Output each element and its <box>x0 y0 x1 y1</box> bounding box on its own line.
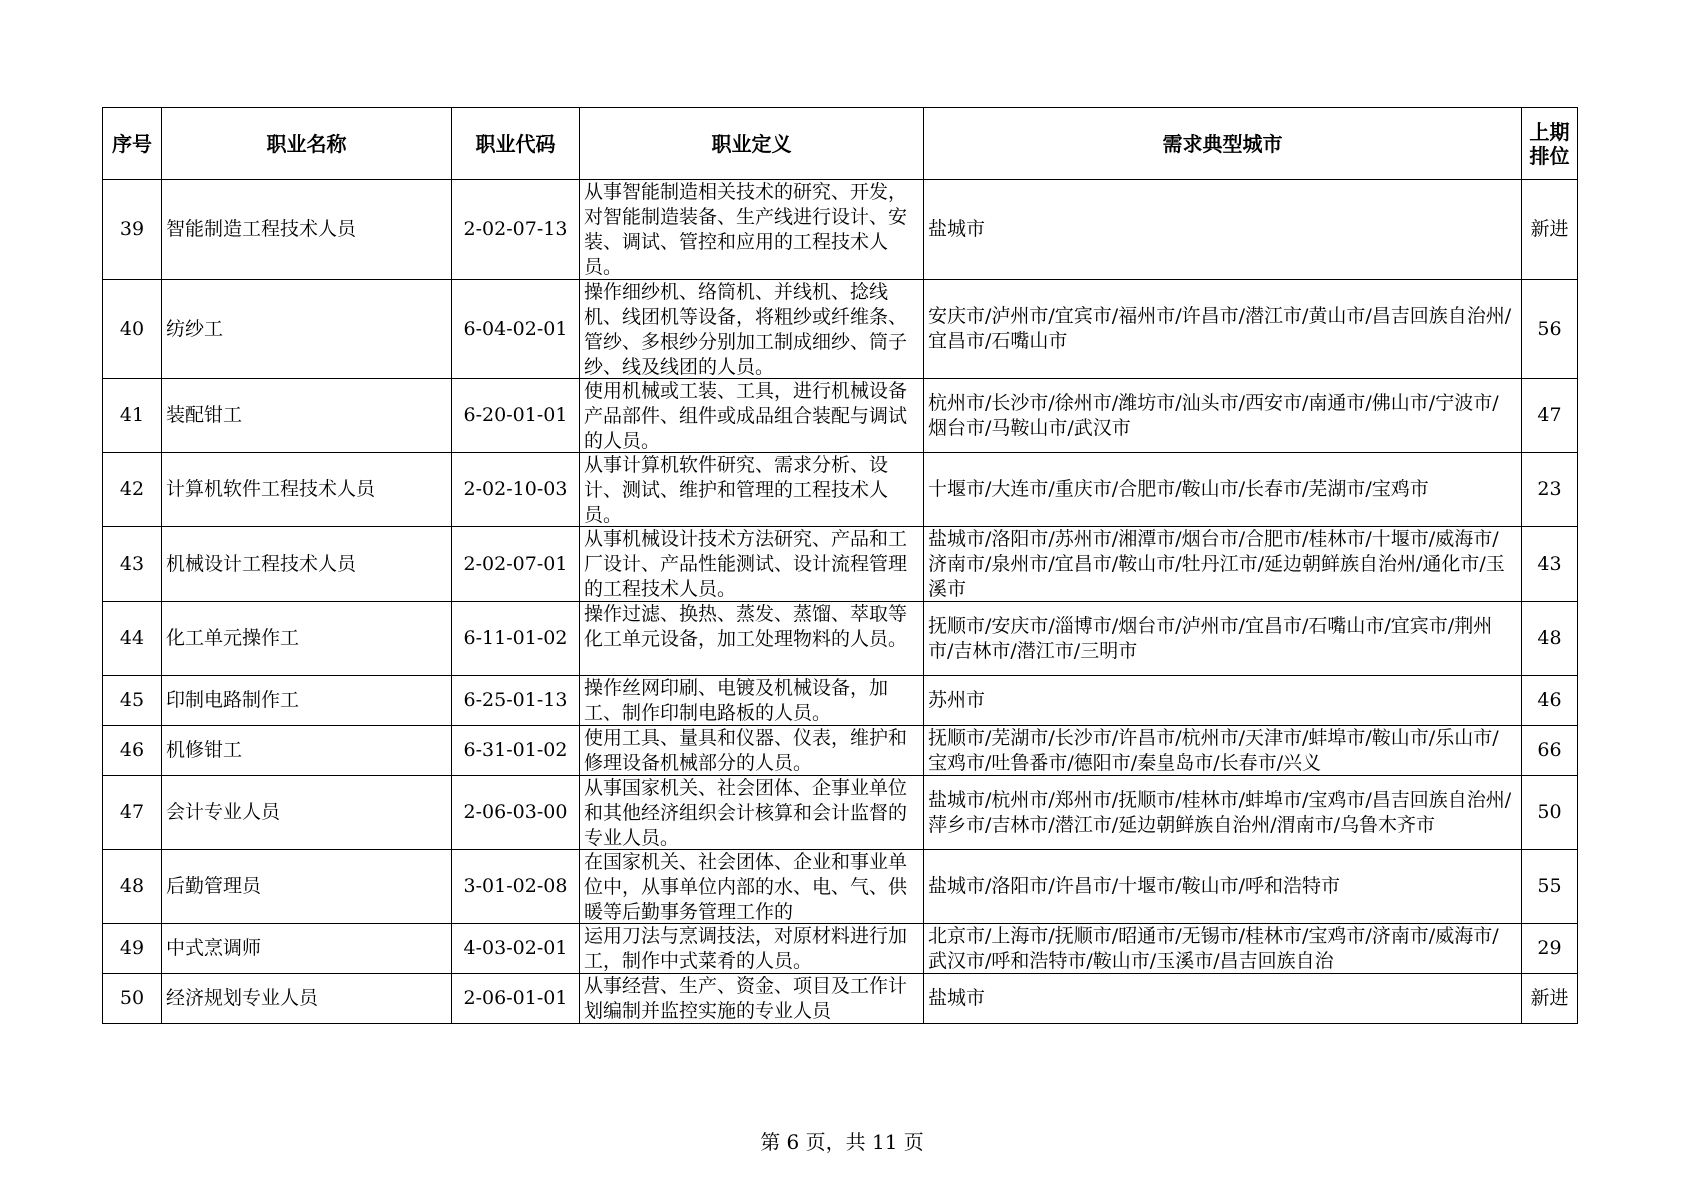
header-cities: 需求典型城市 <box>924 108 1522 180</box>
cell-name: 会计专业人员 <box>162 776 452 850</box>
cell-name: 经济规划专业人员 <box>162 974 452 1024</box>
cell-cities: 苏州市 <box>928 689 986 711</box>
cell-cities-cell <box>924 850 1522 924</box>
header-code: 职业代码 <box>452 108 580 180</box>
cell-definition-cell <box>580 180 924 280</box>
cell-cities: 抚顺市/安庆市/淄博市/烟台市/泸州市/宜昌市/石嘴山市/宜宾市/荆州市/吉林市/潜江市/三明市 <box>928 614 1493 662</box>
cell-prev-rank: 23 <box>1522 453 1578 527</box>
table-row <box>103 527 1578 602</box>
cell-code: 6-04-02-01 <box>452 280 580 379</box>
cell-definition-cell <box>580 974 924 1024</box>
cell-name: 化工单元操作工 <box>162 602 452 676</box>
cell-definition: 使用工具、量具和仪器、仪表，维护和修理设备机械部分的人员。 <box>584 727 908 774</box>
table-row <box>103 726 1578 776</box>
cell-name: 中式烹调师 <box>162 924 452 974</box>
cell-cities: 盐城市/洛阳市/苏州市/湘潭市/烟台市/合肥市/桂林市/十堰市/威海市/济南市/泉州市/宜昌市/鞍山市/牡丹江市/延边朝鲜族自治州/通化市/玉溪市 <box>928 527 1505 600</box>
cell-name: 机修钳工 <box>162 726 452 776</box>
table-row <box>103 602 1578 676</box>
cell-cities-cell <box>924 527 1522 602</box>
cell-cities-cell <box>924 379 1522 453</box>
cell-prev-rank: 50 <box>1522 776 1578 850</box>
cell-cities: 盐城市/洛阳市/许昌市/十堰市/鞍山市/呼和浩特市 <box>928 875 1341 897</box>
cell-name: 机械设计工程技术人员 <box>162 527 452 602</box>
cell-no: 45 <box>103 676 162 726</box>
cell-name: 装配钳工 <box>162 379 452 453</box>
cell-cities-cell <box>924 602 1522 676</box>
table-row <box>103 974 1578 1024</box>
table-row <box>103 924 1578 974</box>
cell-cities-cell <box>924 974 1522 1024</box>
cell-cities: 盐城市/杭州市/郑州市/抚顺市/桂林市/蚌埠市/宝鸡市/昌吉回族自治州/萍乡市/吉林市/潜江市/延边朝鲜族自治州/渭南市/乌鲁木齐市 <box>928 788 1512 836</box>
cell-cities: 盐城市 <box>928 987 986 1009</box>
cell-prev-rank: 29 <box>1522 924 1578 974</box>
cell-no: 41 <box>103 379 162 453</box>
table-header-row <box>103 108 1578 180</box>
cell-code: 6-20-01-01 <box>452 379 580 453</box>
cell-code: 2-06-01-01 <box>452 974 580 1024</box>
cell-cities: 北京市/上海市/抚顺市/昭通市/无锡市/桂林市/宝鸡市/济南市/威海市/武汉市/呼和浩特市/鞍山市/玉溪市/昌吉回族自治 <box>928 924 1499 972</box>
cell-no: 40 <box>103 280 162 379</box>
cell-cities-cell <box>924 280 1522 379</box>
table-row <box>103 280 1578 379</box>
cell-cities-cell <box>924 180 1522 280</box>
cell-no: 39 <box>103 180 162 280</box>
cell-name: 计算机软件工程技术人员 <box>162 453 452 527</box>
cell-no: 48 <box>103 850 162 924</box>
cell-definition: 从事经营、生产、资金、项目及工作计划编制并监控实施的专业人员 <box>584 975 908 1022</box>
cell-no: 44 <box>103 602 162 676</box>
cell-definition: 运用刀法与烹调技法，对原材料进行加工，制作中式菜肴的人员。 <box>584 925 908 972</box>
cell-definition-cell <box>580 453 924 527</box>
cell-cities-cell <box>924 726 1522 776</box>
cell-prev-rank: 新进 <box>1522 180 1578 280</box>
cell-cities: 抚顺市/芜湖市/长沙市/许昌市/杭州市/天津市/蚌埠市/鞍山市/乐山市/宝鸡市/吐鲁番市/德阳市/秦皇岛市/长春市/兴义 <box>928 726 1499 774</box>
cell-name: 智能制造工程技术人员 <box>162 180 452 280</box>
cell-definition-cell <box>580 726 924 776</box>
cell-no: 49 <box>103 924 162 974</box>
cell-definition-cell <box>580 924 924 974</box>
cell-code: 6-25-01-13 <box>452 676 580 726</box>
cell-code: 3-01-02-08 <box>452 850 580 924</box>
cell-cities: 安庆市/泸州市/宜宾市/福州市/许昌市/潜江市/黄山市/昌吉回族自治州/宜昌市/石嘴山市 <box>928 305 1512 352</box>
cell-prev-rank: 56 <box>1522 280 1578 379</box>
cell-definition-cell <box>580 602 924 676</box>
page-number: 第 6 页，共 11 页 <box>760 1130 924 1154</box>
cell-cities: 杭州市/长沙市/徐州市/潍坊市/汕头市/西安市/南通市/佛山市/宁波市/烟台市/马鞍山市/武汉市 <box>928 391 1499 439</box>
cell-code: 2-02-07-01 <box>452 527 580 602</box>
cell-definition-cell <box>580 776 924 850</box>
table-row <box>103 453 1578 527</box>
cell-name: 纺纱工 <box>162 280 452 379</box>
cell-definition: 从事智能制造相关技术的研究、开发，对智能制造装备、生产线进行设计、安装、调试、管控和应用的工程技术人员。 <box>584 181 908 278</box>
cell-prev-rank: 66 <box>1522 726 1578 776</box>
cell-definition: 在国家机关、社会团体、企业和事业单位中，从事单位内部的水、电、气、供暖等后勤事务管理工作的 <box>584 851 908 923</box>
cell-definition: 操作过滤、换热、蒸发、蒸馏、萃取等化工单元设备，加工处理物料的人员。 <box>584 603 908 650</box>
cell-cities-cell <box>924 453 1522 527</box>
table-row <box>103 180 1578 280</box>
cell-definition: 使用机械或工装、工具，进行机械设备产品部件、组件或成品组合装配与调试的人员。 <box>584 380 908 452</box>
table-row <box>103 676 1578 726</box>
cell-definition-cell <box>580 850 924 924</box>
cell-code: 6-11-01-02 <box>452 602 580 676</box>
cell-definition: 从事机械设计技术方法研究、产品和工厂设计、产品性能测试、设计流程管理的工程技术人员。 <box>584 528 908 600</box>
cell-no: 46 <box>103 726 162 776</box>
cell-cities: 十堰市/大连市/重庆市/合肥市/鞍山市/长春市/芜湖市/宝鸡市 <box>928 478 1429 500</box>
header-prev-rank: 上期 排位 <box>1522 108 1578 180</box>
cell-prev-rank: 43 <box>1522 527 1578 602</box>
cell-definition: 从事计算机软件研究、需求分析、设计、测试、维护和管理的工程技术人员。 <box>584 454 889 526</box>
cell-definition-cell <box>580 379 924 453</box>
cell-prev-rank: 55 <box>1522 850 1578 924</box>
header-no: 序号 <box>103 108 162 180</box>
occupation-table <box>102 107 1578 1024</box>
cell-no: 50 <box>103 974 162 1024</box>
cell-code: 4-03-02-01 <box>452 924 580 974</box>
cell-code: 2-02-10-03 <box>452 453 580 527</box>
cell-no: 42 <box>103 453 162 527</box>
cell-cities-cell <box>924 924 1522 974</box>
cell-code: 2-02-07-13 <box>452 180 580 280</box>
cell-no: 43 <box>103 527 162 602</box>
header-definition: 职业定义 <box>580 108 924 180</box>
cell-prev-rank: 47 <box>1522 379 1578 453</box>
cell-prev-rank: 新进 <box>1522 974 1578 1024</box>
cell-definition-cell <box>580 527 924 602</box>
cell-cities-cell <box>924 676 1522 726</box>
cell-name: 后勤管理员 <box>162 850 452 924</box>
table-row <box>103 379 1578 453</box>
cell-cities: 盐城市 <box>928 218 986 240</box>
cell-prev-rank: 46 <box>1522 676 1578 726</box>
cell-code: 6-31-01-02 <box>452 726 580 776</box>
header-name: 职业名称 <box>162 108 452 180</box>
cell-definition-cell <box>580 280 924 379</box>
cell-prev-rank: 48 <box>1522 602 1578 676</box>
cell-no: 47 <box>103 776 162 850</box>
cell-definition: 操作细纱机、络筒机、并线机、捻线机、线团机等设备，将粗纱或纤维条、管纱、多根纱分别加工制成细纱、筒子纱、线及线团的人员。 <box>584 281 908 378</box>
cell-name: 印制电路制作工 <box>162 676 452 726</box>
table-row <box>103 850 1578 924</box>
table-row <box>103 776 1578 850</box>
cell-definition: 操作丝网印刷、电镀及机械设备，加工、制作印制电路板的人员。 <box>584 677 889 724</box>
cell-code: 2-06-03-00 <box>452 776 580 850</box>
cell-definition: 从事国家机关、社会团体、企事业单位和其他经济组织会计核算和会计监督的专业人员。 <box>584 777 908 849</box>
cell-definition-cell <box>580 676 924 726</box>
cell-cities-cell <box>924 776 1522 850</box>
